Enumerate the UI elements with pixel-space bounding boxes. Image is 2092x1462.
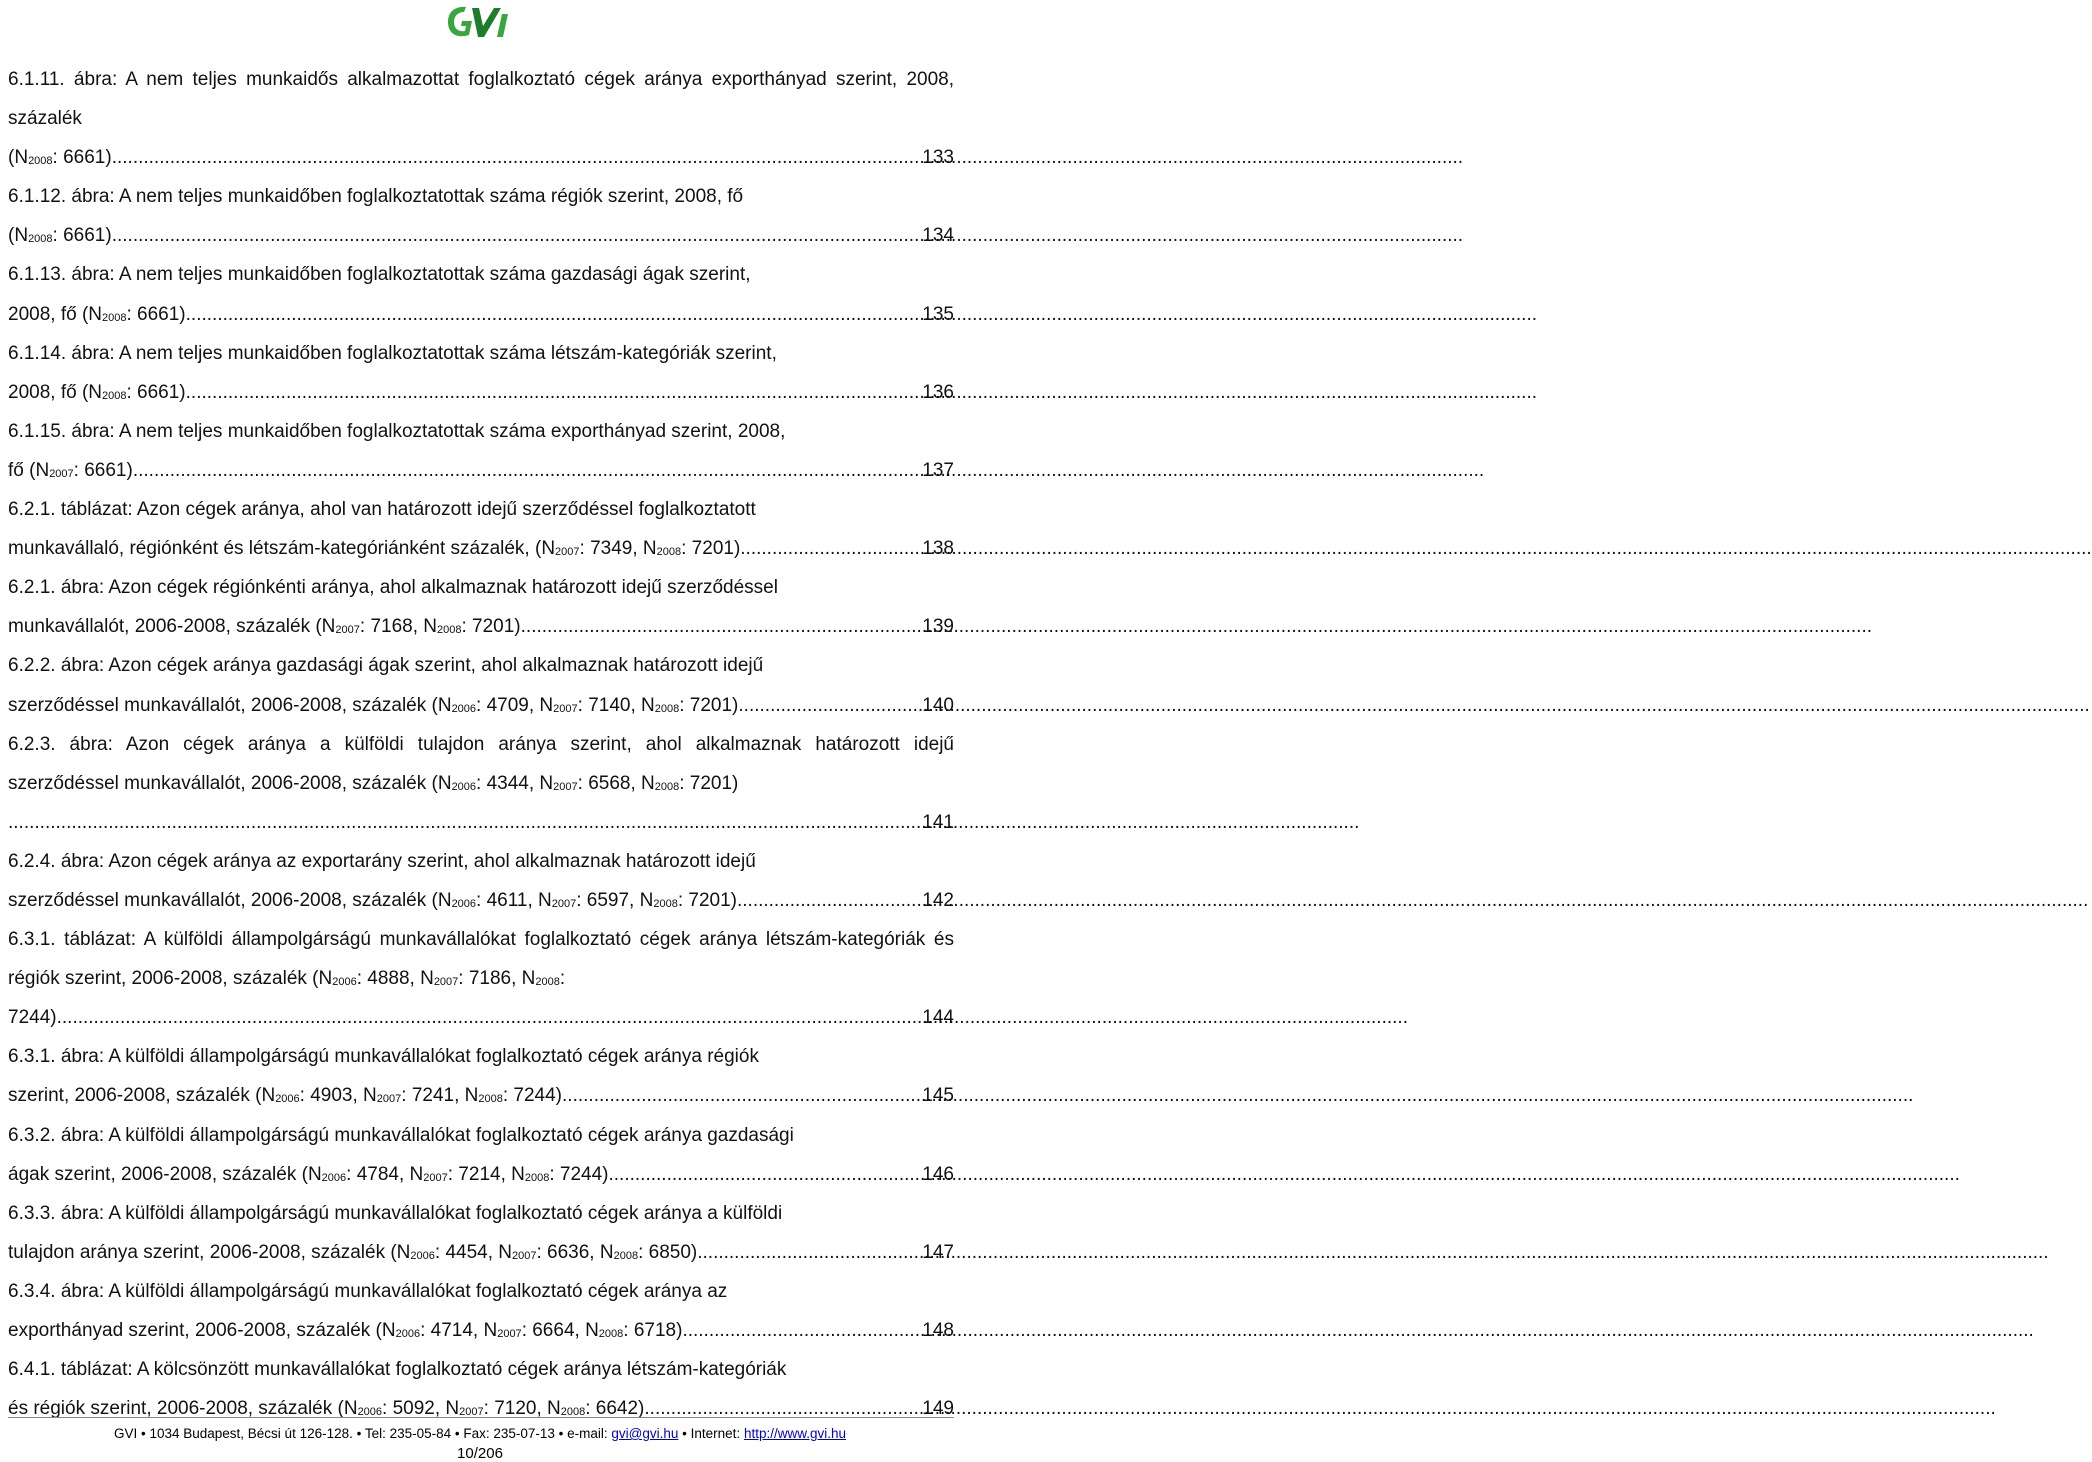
dot-leader <box>562 1076 918 1115</box>
entry-text-segment: : 6568, N <box>577 772 655 794</box>
year-subscript: 2006 <box>332 976 357 989</box>
toc-entry[interactable] <box>8 490 954 568</box>
year-subscript: 2007 <box>459 1406 484 1419</box>
toc-entry-leader-line <box>8 1389 954 1428</box>
toc-entry-caption <box>8 177 954 216</box>
toc-entry-leader-line <box>8 686 954 725</box>
entry-text-segment: : 7244) <box>502 1085 563 1107</box>
entry-text-segment: : 4784, N <box>346 1163 424 1185</box>
entry-text-segment: : 6636, N <box>536 1241 614 1263</box>
toc-entry[interactable] <box>8 412 954 490</box>
toc-entry-tail <box>8 1311 682 1350</box>
entry-text-segment: 6.1.13. ábra: A nem teljes munkaidőben foglalkoztatottak száma gazdasági ágak szerint, <box>8 264 751 286</box>
logo-i-shape <box>497 14 508 37</box>
toc-entry[interactable] <box>8 1194 954 1272</box>
entry-text-segment: és régiók szerint, 2006-2008, százalék (N <box>8 1398 358 1420</box>
entry-text-segment: 6.1.14. ábra: A nem teljes munkaidőben foglalkoztatottak száma létszám-kategóriák szerint, <box>8 342 777 364</box>
entry-text-segment: 6.3.1. ábra: A külföldi állampolgárságú munkavállalókat foglalkoztató cégek aránya régiók <box>8 1046 759 1068</box>
dot-leader <box>112 216 919 255</box>
toc-entry-leader-line <box>8 1076 954 1115</box>
toc-entry-caption <box>8 60 954 138</box>
entry-text-segment: : 7201) <box>677 889 737 911</box>
year-subscript: 2007 <box>553 702 578 715</box>
entry-text-segment: ágak szerint, 2006-2008, százalék (N <box>8 1163 322 1185</box>
year-subscript: 2008 <box>654 780 680 793</box>
toc-entry-caption <box>8 1194 954 1233</box>
toc-entry-tail <box>8 216 112 255</box>
entry-text-segment: : 4611, N <box>476 889 552 911</box>
entry-text-segment: 6.3.1. táblázat: A külföldi állampolgárságú munkavállalókat foglalkoztató cégek aránya létszám-kategóriák és régiók szerint, 2006-2008, százalék (N <box>8 929 954 990</box>
entry-text-segment: : 7201) <box>679 772 739 794</box>
year-subscript: 2008 <box>656 546 682 559</box>
toc-page-number[interactable]: 145 <box>922 1085 954 1107</box>
toc-entry[interactable] <box>8 1037 954 1115</box>
entry-text-segment: tulajdon aránya szerint, 2006-2008, százalék (N <box>8 1241 411 1263</box>
entry-text-segment: 6.3.2. ábra: A külföldi állampolgárságú munkavállalókat foglalkoztató cégek aránya gazdasági <box>8 1124 794 1146</box>
entry-text-segment: : 4709, N <box>476 694 554 716</box>
entry-text-segment: munkavállaló, régiónként és létszám-kategóriánként százalék, (N <box>8 538 556 560</box>
entry-text-segment: szerződéssel munkavállalót, 2006-2008, százalék (N <box>8 889 452 911</box>
footer-divider <box>8 1417 954 1418</box>
entry-text-segment: : 6661) <box>126 303 186 325</box>
entry-text-segment: : <box>559 968 566 990</box>
dot-leader <box>644 1389 918 1428</box>
toc-page-number[interactable]: 138 <box>922 538 954 560</box>
year-subscript: 2008 <box>524 1171 550 1184</box>
table-of-figures <box>8 60 954 1428</box>
year-subscript: 2008 <box>560 1406 586 1419</box>
entry-text-segment: : 4903, N <box>299 1085 377 1107</box>
toc-entry[interactable] <box>8 725 954 842</box>
toc-entry[interactable] <box>8 334 954 412</box>
year-subscript: 2006 <box>275 1093 300 1106</box>
year-subscript: 2008 <box>653 897 678 910</box>
toc-entry-leader-line <box>8 451 954 490</box>
entry-text-segment: 6.2.4. ábra: Azon cégek aránya az exportarány szerint, ahol alkalmaznak határozott idejű <box>8 850 756 872</box>
year-subscript: 2007 <box>423 1171 448 1184</box>
entry-text-segment: : 7140, N <box>577 694 655 716</box>
toc-entry-caption <box>8 725 954 803</box>
toc-entry-leader-line <box>8 529 954 568</box>
entry-text-segment: 6.2.3. ábra: Azon cégek aránya a külföldi tulajdon aránya szerint, ahol alkalmaznak határozott idejű szerződéssel munkavállalót, 2006-2008, százalék (N <box>8 733 954 794</box>
year-subscript: 2008 <box>102 389 127 402</box>
toc-entry-tail <box>8 1233 697 1272</box>
entry-text-segment: : 6661) <box>52 147 112 169</box>
footer-internet-label: • Internet: <box>678 1426 744 1441</box>
toc-page-number[interactable]: 142 <box>922 889 954 911</box>
entry-text-segment: 2008, fő (N <box>8 303 102 325</box>
year-subscript: 2007 <box>433 976 459 989</box>
toc-entry-leader-line <box>8 607 954 646</box>
footer-email-link[interactable]: gvi@gvi.hu <box>611 1426 679 1441</box>
year-subscript: 2007 <box>49 467 74 480</box>
logo-v-shape <box>472 8 501 37</box>
toc-entry[interactable] <box>8 1116 954 1194</box>
toc-entry[interactable] <box>8 60 954 177</box>
year-subscript: 2008 <box>28 233 53 246</box>
toc-page-number[interactable]: 148 <box>922 1320 954 1341</box>
entry-text-segment: (N <box>8 225 29 247</box>
toc-entry-leader-line <box>8 373 954 412</box>
toc-entry-tail <box>8 451 133 490</box>
year-subscript: 2006 <box>357 1406 383 1419</box>
toc-entry-caption <box>8 920 954 998</box>
year-subscript: 2008 <box>28 155 53 168</box>
year-subscript: 2008 <box>654 702 680 715</box>
entry-text-segment: : 6661) <box>52 225 112 247</box>
entry-text-segment: 6.1.12. ábra: A nem teljes munkaidőben foglalkoztatottak száma régiók szerint, 2008, fő <box>8 186 744 208</box>
entry-text-segment: : 7186, N <box>458 968 536 990</box>
toc-entry-tail <box>8 1389 644 1428</box>
toc-entry-tail <box>8 1076 562 1115</box>
dot-leader <box>740 529 918 568</box>
year-subscript: 2008 <box>535 976 560 989</box>
entry-text-segment: : 6661) <box>126 381 186 403</box>
year-subscript: 2006 <box>410 1249 435 1262</box>
toc-entry-caption <box>8 646 954 685</box>
toc-entry-caption <box>8 1350 954 1389</box>
entry-text-segment: szerint, 2006-2008, százalék (N <box>8 1085 276 1107</box>
entry-text-segment: 2008, fő (N <box>8 381 102 403</box>
toc-page-number[interactable]: 133 <box>922 147 954 169</box>
year-subscript: 2006 <box>395 1328 421 1340</box>
year-subscript: 2008 <box>437 624 462 637</box>
year-subscript: 2006 <box>451 780 477 793</box>
toc-entry-caption <box>8 1272 954 1311</box>
entry-text-segment: 6.3.3. ábra: A külföldi állampolgárságú munkavállalókat foglalkoztató cégek aránya a külföldi <box>8 1202 783 1224</box>
entry-text-segment: : 5092, N <box>382 1398 460 1420</box>
toc-page-number[interactable]: 135 <box>922 303 954 325</box>
entry-text-segment: : 4344, N <box>476 772 554 794</box>
toc-entry[interactable] <box>8 646 954 724</box>
dot-leader <box>521 607 919 646</box>
toc-entry-leader-line <box>8 998 954 1037</box>
entry-text-segment: munkavállalót, 2006-2008, százalék (N <box>8 616 336 638</box>
entry-text-segment: : 7214, N <box>447 1163 525 1185</box>
toc-page-number[interactable]: 136 <box>922 381 954 403</box>
dot-leader <box>186 373 919 412</box>
entry-text-segment: 6.2.2. ábra: Azon cégek aránya gazdasági ágak szerint, ahol alkalmaznak határozott idejű <box>8 655 764 677</box>
entry-text-segment: : 6661) <box>73 459 133 481</box>
entry-text-segment: 6.2.1. ábra: Azon cégek régiónkénti aránya, ahol alkalmaznak határozott idejű szerződéssel <box>8 577 778 599</box>
toc-page-number[interactable]: 149 <box>922 1398 954 1420</box>
toc-page-number[interactable]: 147 <box>922 1241 954 1263</box>
entry-text-segment: : 7201) <box>461 616 521 638</box>
year-subscript: 2007 <box>553 780 578 793</box>
entry-text-segment: : 7241, N <box>401 1085 479 1107</box>
year-subscript: 2006 <box>451 702 477 715</box>
toc-entry-tail <box>8 881 737 920</box>
year-subscript: 2008 <box>598 1328 624 1340</box>
entry-text-segment: : 7244) <box>549 1163 609 1185</box>
toc-entry-caption <box>8 1116 954 1155</box>
toc-entry[interactable] <box>8 842 954 920</box>
toc-entry-tail <box>8 373 186 412</box>
toc-entry-caption <box>8 334 954 373</box>
entry-text-segment: 6.2.1. táblázat: Azon cégek aránya, ahol van határozott idejű szerződéssel foglalkoztatott <box>8 499 756 521</box>
toc-page-number[interactable]: 144 <box>922 1007 954 1029</box>
entry-text-segment: : 4888, N <box>356 968 434 990</box>
entry-text-segment: : 7201) <box>679 694 739 716</box>
toc-entry-tail <box>8 998 57 1037</box>
dot-leader <box>738 686 918 725</box>
toc-page-number[interactable]: 137 <box>922 459 954 481</box>
dot-leader <box>57 998 919 1037</box>
entry-text-segment: : 6718) <box>623 1320 683 1341</box>
dot-leader <box>737 881 918 920</box>
dot-leader <box>133 451 918 490</box>
toc-entry-caption <box>8 490 954 529</box>
entry-text-segment: : 7120, N <box>483 1398 561 1420</box>
entry-text-segment: : 6597, N <box>576 889 654 911</box>
toc-entry-caption <box>8 412 954 451</box>
footer-address: GVI • 1034 Budapest, Bécsi út 126-128. • Tel: 235-05-84 • Fax: 235-07-13 • e-mail: <box>113 1426 612 1441</box>
toc-entry-leader-line <box>8 216 954 255</box>
year-subscript: 2008 <box>478 1093 503 1106</box>
entry-text-segment: 6.3.4. ábra: A külföldi állampolgárságú munkavállalókat foglalkoztató cégek aránya az <box>8 1280 728 1302</box>
toc-entry[interactable] <box>8 1272 954 1350</box>
toc-entry[interactable] <box>8 920 954 1037</box>
toc-page-number[interactable]: 146 <box>922 1163 954 1185</box>
toc-entry-leader-line <box>8 295 954 334</box>
dot-leader <box>609 1155 919 1194</box>
year-subscript: 2006 <box>321 1171 347 1184</box>
toc-entry-tail <box>8 295 186 334</box>
toc-entry-tail <box>8 1155 609 1194</box>
entry-text-segment: 6.1.11. ábra: A nem teljes munkaidős alkalmazottat foglalkoztató cégek aránya exporthányad szerint, 2008, százalék <box>8 69 954 130</box>
year-subscript: 2007 <box>555 546 580 559</box>
toc-entry-leader-line <box>8 1311 954 1350</box>
entry-text-segment: : 4714, N <box>420 1320 498 1341</box>
footer-contact <box>0 1426 960 1441</box>
dot-leader <box>697 1233 918 1272</box>
toc-entry[interactable] <box>8 568 954 646</box>
entry-text-segment: 6.1.15. ábra: A nem teljes munkaidőben foglalkoztatottak száma exporthányad szerint, 2008, <box>8 420 786 442</box>
footer-website-link[interactable]: http://www.gvi.hu <box>743 1426 846 1441</box>
toc-page-number[interactable]: 141 <box>922 811 954 833</box>
entry-text-segment: fő (N <box>8 459 50 481</box>
year-subscript: 2007 <box>551 897 577 910</box>
toc-entry-leader-line <box>8 803 954 842</box>
toc-entry-caption <box>8 255 954 294</box>
entry-text-segment: : 4454, N <box>434 1241 512 1263</box>
page-number: 10/206 <box>457 1445 503 1462</box>
dot-leader <box>186 295 919 334</box>
toc-page-number[interactable]: 139 <box>922 616 954 638</box>
entry-text-segment: (N <box>8 147 29 169</box>
year-subscript: 2006 <box>451 897 477 910</box>
entry-text-segment: exporthányad szerint, 2006-2008, százalék (N <box>8 1320 396 1341</box>
year-subscript: 2007 <box>335 624 360 637</box>
toc-entry-tail <box>8 138 112 177</box>
toc-entry-tail <box>8 607 521 646</box>
toc-entry-leader-line <box>8 1155 954 1194</box>
toc-entry-caption <box>8 842 954 881</box>
year-subscript: 2007 <box>512 1249 537 1262</box>
logo-g-shape <box>448 7 472 36</box>
entry-text-segment: szerződéssel munkavállalót, 2006-2008, százalék (N <box>8 694 452 716</box>
toc-entry-caption <box>8 568 954 607</box>
year-subscript: 2008 <box>613 1249 639 1262</box>
entry-text-segment: 6.4.1. táblázat: A kölcsönzött munkavállalókat foglalkoztató cégek aránya létszám-kategóriák <box>8 1359 787 1381</box>
entry-text-segment: 7244) <box>8 1007 57 1029</box>
toc-page-number[interactable]: 140 <box>922 694 954 716</box>
gvi-logo <box>442 2 518 42</box>
year-subscript: 2007 <box>497 1328 522 1340</box>
entry-text-segment: : 6642) <box>585 1398 645 1420</box>
entry-text-segment: : 6664, N <box>521 1320 599 1341</box>
toc-page-number[interactable]: 134 <box>922 225 954 247</box>
toc-entry-leader-line <box>8 1233 954 1272</box>
entry-text-segment: : 7349, N <box>579 538 657 560</box>
toc-entry[interactable] <box>8 177 954 255</box>
toc-entry-leader-line <box>8 138 954 177</box>
toc-entry-tail <box>8 529 740 568</box>
toc-entry-leader-line <box>8 881 954 920</box>
toc-entry-caption <box>8 1037 954 1076</box>
year-subscript: 2007 <box>376 1093 402 1106</box>
toc-entry[interactable] <box>8 255 954 333</box>
entry-text-segment: : 7201) <box>681 538 741 560</box>
entry-text-segment: : 7168, N <box>359 616 437 638</box>
year-subscript: 2008 <box>102 311 127 324</box>
entry-text-segment: : 6850) <box>638 1241 698 1263</box>
dot-leader <box>8 803 918 842</box>
dot-leader <box>682 1311 918 1350</box>
toc-entry-tail <box>8 686 738 725</box>
dot-leader <box>112 138 919 177</box>
